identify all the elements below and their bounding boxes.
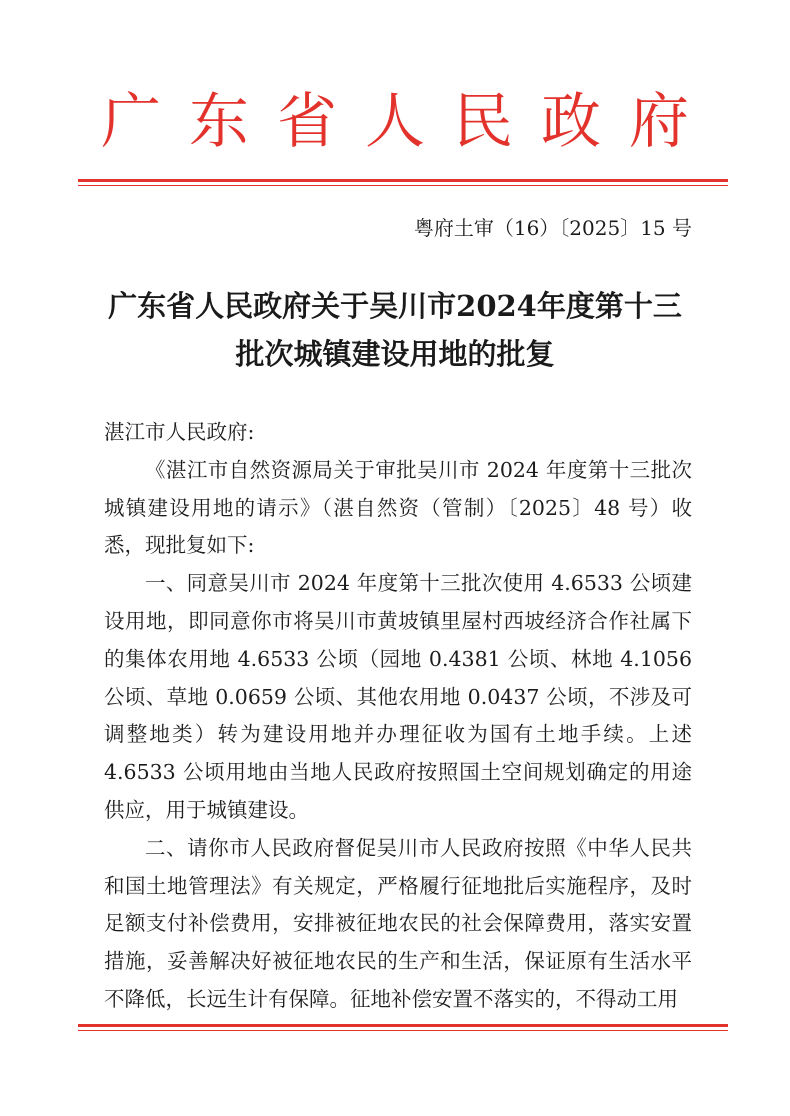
document-title-line-1: 广东省人民政府关于吴川市2024年度第十三 (108, 289, 682, 323)
footer-rule-thick-line (78, 1024, 728, 1027)
salutation: 湛江市人民政府: (104, 420, 255, 444)
document-title-line-2: 批次城镇建设用地的批复 (235, 337, 555, 371)
letterhead-red-rule (78, 179, 728, 186)
document-title (0, 282, 790, 378)
red-rule-thick-line (78, 179, 728, 182)
footer-rule-thin-line (78, 1030, 728, 1031)
body-paragraph: 一、同意吴川市 2024 年度第十三批次使用 4.6533 公顷建设用地，即同意你市将吴川市黄坡镇里屋村西坡经济合作社属下的集体农用地 4.6533 公顷（园地 0.4381 公顷、林地 4.1056 公顷、草地 0.0659 公顷、其他农用地 0.0437 公顷，不涉及可调整地类）转为建设用地并办理征收为国有土地手续。上述 4.6533 公顷用地由当地人民政府按照国土空间规划确定的用途供应，用于城镇建设。 (104, 571, 692, 822)
body-paragraph: 二、请你市人民政府督促吴川市人民政府按照《中华人民共和国土地管理法》有关规定，严格履行征地批后实施程序，及时足额支付补偿费用，安排被征地农民的社会保障费用，落实安置措施，妥善解决好被征地农民的生产和生活，保证原有生活水平不降低，长远生计有保障。征地补偿安置不落实的，不得动工用 (104, 835, 692, 1011)
body-paragraph: 《湛江市自然资源局关于审批吴川市 2024 年度第十三批次城镇建设用地的请示》（湛自然资（管制）〔2025〕48 号）收悉，现批复如下: (104, 457, 692, 558)
document-body (104, 414, 692, 1019)
letterhead-title: 广东省人民政府 (101, 87, 717, 157)
red-rule-thin-line (78, 185, 728, 186)
footer-red-rule (78, 1024, 728, 1031)
document-number: 粤府土审（16）〔2025〕15 号 (413, 216, 692, 240)
